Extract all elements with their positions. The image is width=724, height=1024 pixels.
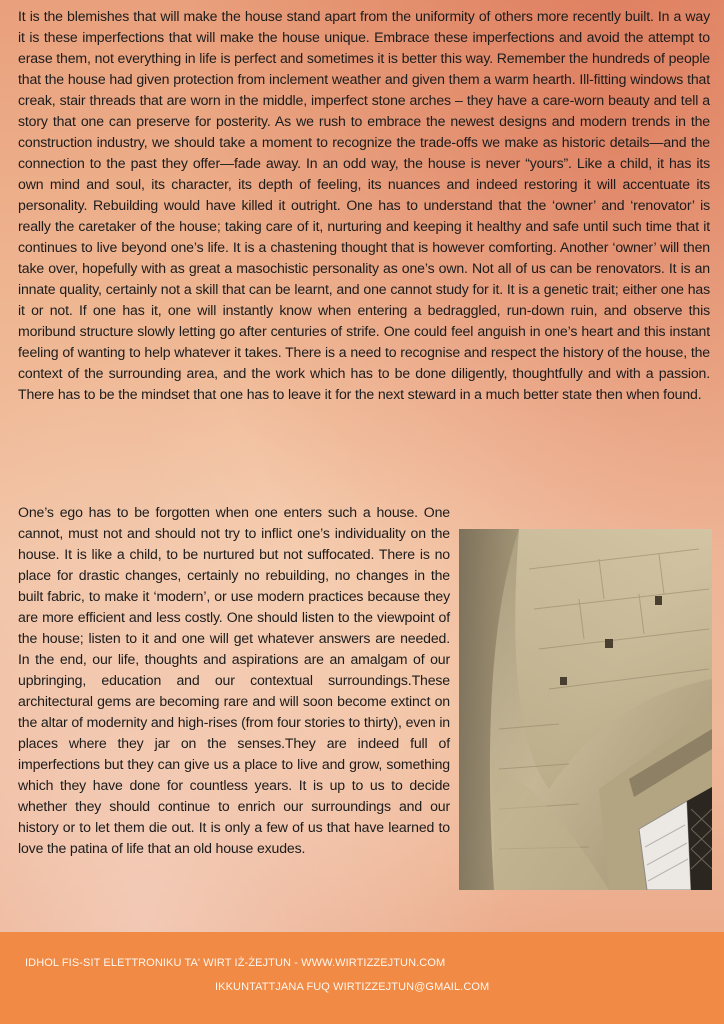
stone-arch-photo bbox=[459, 529, 712, 890]
article-paragraph-2: One’s ego has to be forgotten when one enters such a house. One cannot, must not and should not try to inflict one’s individuality on the house. It is like a child, to be nurtured but not suffocated. There is no place for drastic changes, certainly no rebuilding, no changes in the built fabric, to make it ‘modern’, or use modern practices because they are more efficient and less costly. One should listen to the viewpoint of the house; listen to it and one will get whatever answers are needed. In the end, our life, thoughts and aspirations are an amalgam of our upbringing, education and our contextual surroundings.These architectural gems are becoming rare and will soon become extinct on the altar of modernity and high-rises (from four stories to thirty), even in places where they jar on the senses.They are indeed full of imperfections but they can give us a place to live and grow, something which they have done for countless years. It is up to us to decide whether they should continue to enrich our surroundings and our history or to let them die out. It is only a few of us that have learned to love the patina of life that an old house exudes. bbox=[18, 504, 450, 856]
footer-contact-email: IKKUNTATTJANA FUQ WIRTIZZEJTUN@GMAIL.COM bbox=[215, 981, 490, 993]
footer-website-text: IDHOL FIS-SIT ELETTRONIKU TA' WIRT IŻ-ŻEJTUN - WWW.WIRTIZZEJTUN.COM bbox=[25, 957, 446, 969]
article-paragraph-1: It is the blemishes that will make the house stand apart from the uniformity of others more recently built. In a way it is these imperfections that will make the house unique. Embrace these imperfections and avoid the attempt to erase them, not everything in life is perfect and sometimes it is better this way. Remember the hundreds of people that the house had given protection from inclement weather and given them a warm hearth. Ill-fitting windows that creak, stair threads that are worn in the middle, imperfect stone arches – they have a care-worn beauty and tell a story that one can preserve for posterity. As we rush to embrace the newest designs and modern trends in the construction industry, we should take a moment to recognize the trade-offs we make as historic details—and the connection to the past they offer—fade away. In an odd way, the house is never “yours”. Like a child, it has its own mind and soul, its character, its depth of feeling, its nuances and indeed restoring it will accentuate its personality. Rebuilding would have killed it outright. One has to understand that the ‘owner’ and ‘renovator’ is really the caretaker of the house; taking care of it, nurturing and keeping it healthy and safe until such time that it continues to live beyond one’s life. It is a chastening thought that is however comforting. Another ‘owner’ will then take over, hopefully with as great a masochistic personality as one’s own. Not all of us can be renovators. It is an innate quality, certainly not a skill that can be learnt, and one cannot study for it. It is a genetic trait; either one has it or not. If one has it, one will instantly know when entering a bedraggled, run-down ruin, and observe this moribund structure slowly letting go after centuries of strife. One could feel anguish in one’s heart and this instant feeling of wanting to help whatever it takes. There is a need to recognise and respect the history of the house, the context of the surrounding area, and the work which has to be done diligently, thoughtfully and with a passion. There has to be the mindset that one has to leave it for the next steward in a much better state then when found. bbox=[18, 8, 710, 402]
footer bbox=[0, 932, 724, 1024]
